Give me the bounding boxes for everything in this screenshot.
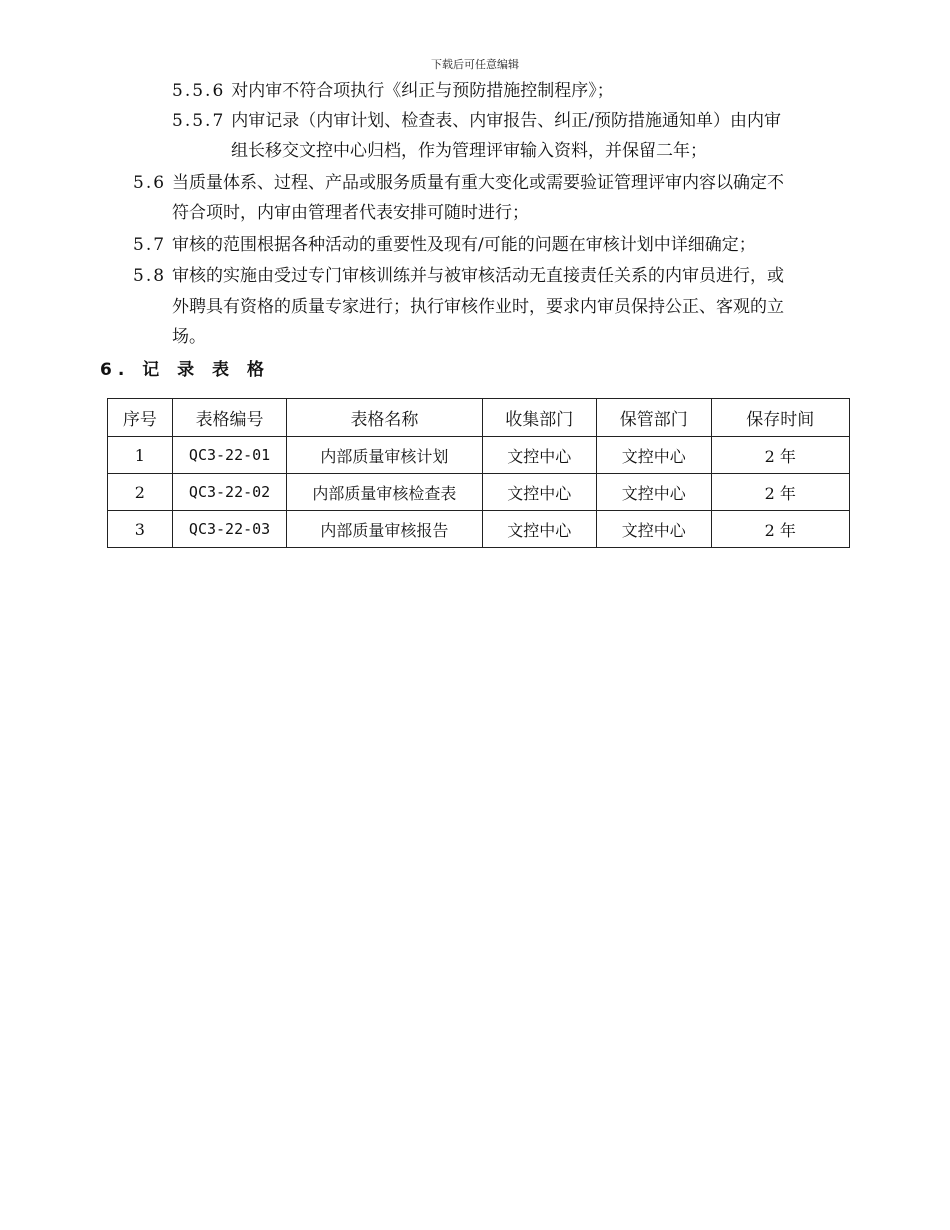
clause-5-6-continued: 符合项时，内审由管理者代表安排可随时进行； (172, 203, 529, 223)
table-cell: 文控中心 (482, 437, 597, 474)
column-header: 表格名称 (287, 399, 482, 437)
table-cell: 内部质量审核计划 (287, 437, 482, 474)
table-cell: 内部质量审核检查表 (287, 474, 482, 511)
table-cell: QC3-22-03 (172, 511, 287, 548)
clause-number: 5.6 (133, 173, 167, 193)
table-cell: 2 年 (711, 437, 849, 474)
clause-5-7 (133, 230, 756, 260)
table-cell: QC3-22-02 (172, 474, 287, 511)
clause-5-8-continued: 外聘具有资格的质量专家进行；执行审核作业时，要求内审员保持公正、客观的立 (172, 297, 784, 317)
section-title: 6. 记 录 表 格 (100, 360, 270, 380)
clause-text: 审核的范围根据各种活动的重要性及现有/可能的问题在审核计划中详细确定； (172, 235, 756, 255)
clause-text: 当质量体系、过程、产品或服务质量有重大变化或需要验证管理评审内容以确定不 (172, 173, 785, 193)
clause-5-5-6 (172, 76, 614, 106)
table-cell: 文控中心 (597, 474, 712, 511)
clause-number: 5.7 (133, 235, 167, 255)
column-header: 保管部门 (597, 399, 712, 437)
clause-5-8-continued-2: 场。 (172, 327, 206, 347)
table-cell: 文控中心 (482, 474, 597, 511)
column-header: 保存时间 (711, 399, 849, 437)
table-cell: 内部质量审核报告 (287, 511, 482, 548)
column-header: 收集部门 (482, 399, 597, 437)
table-cell: 3 (108, 511, 173, 548)
table-cell: 文控中心 (482, 511, 597, 548)
clause-number: 5.5.7 (172, 111, 226, 131)
table-row (108, 511, 850, 548)
table-cell: QC3-22-01 (172, 437, 287, 474)
table-header-row (108, 399, 850, 437)
clause-text: 内审记录（内审计划、检查表、内审报告、纠正/预防措施通知单）由内审 (231, 111, 781, 131)
header-note: 下载后可任意编辑 (431, 58, 519, 71)
table-cell: 文控中心 (597, 437, 712, 474)
column-header: 序号 (108, 399, 173, 437)
table-cell: 2 (108, 474, 173, 511)
table-row (108, 437, 850, 474)
clause-number: 5.8 (133, 266, 167, 286)
clause-text: 审核的实施由受过专门审核训练并与被审核活动无直接责任关系的内审员进行，或 (172, 266, 785, 286)
table-cell: 2 年 (711, 474, 849, 511)
clause-text: 对内审不符合项执行《纠正与预防措施控制程序》； (231, 81, 614, 101)
table-cell: 文控中心 (597, 511, 712, 548)
clause-5-6 (133, 168, 784, 198)
clause-5-5-7 (172, 106, 781, 136)
table-cell: 1 (108, 437, 173, 474)
clause-5-5-7-continued: 组长移交文控中心归档，作为管理评审输入资料，并保留二年； (231, 141, 707, 161)
records-table (107, 398, 850, 548)
clause-5-8 (133, 261, 784, 291)
column-header: 表格编号 (172, 399, 287, 437)
table-row (108, 474, 850, 511)
table-cell: 2 年 (711, 511, 849, 548)
clause-number: 5.5.6 (172, 81, 226, 101)
